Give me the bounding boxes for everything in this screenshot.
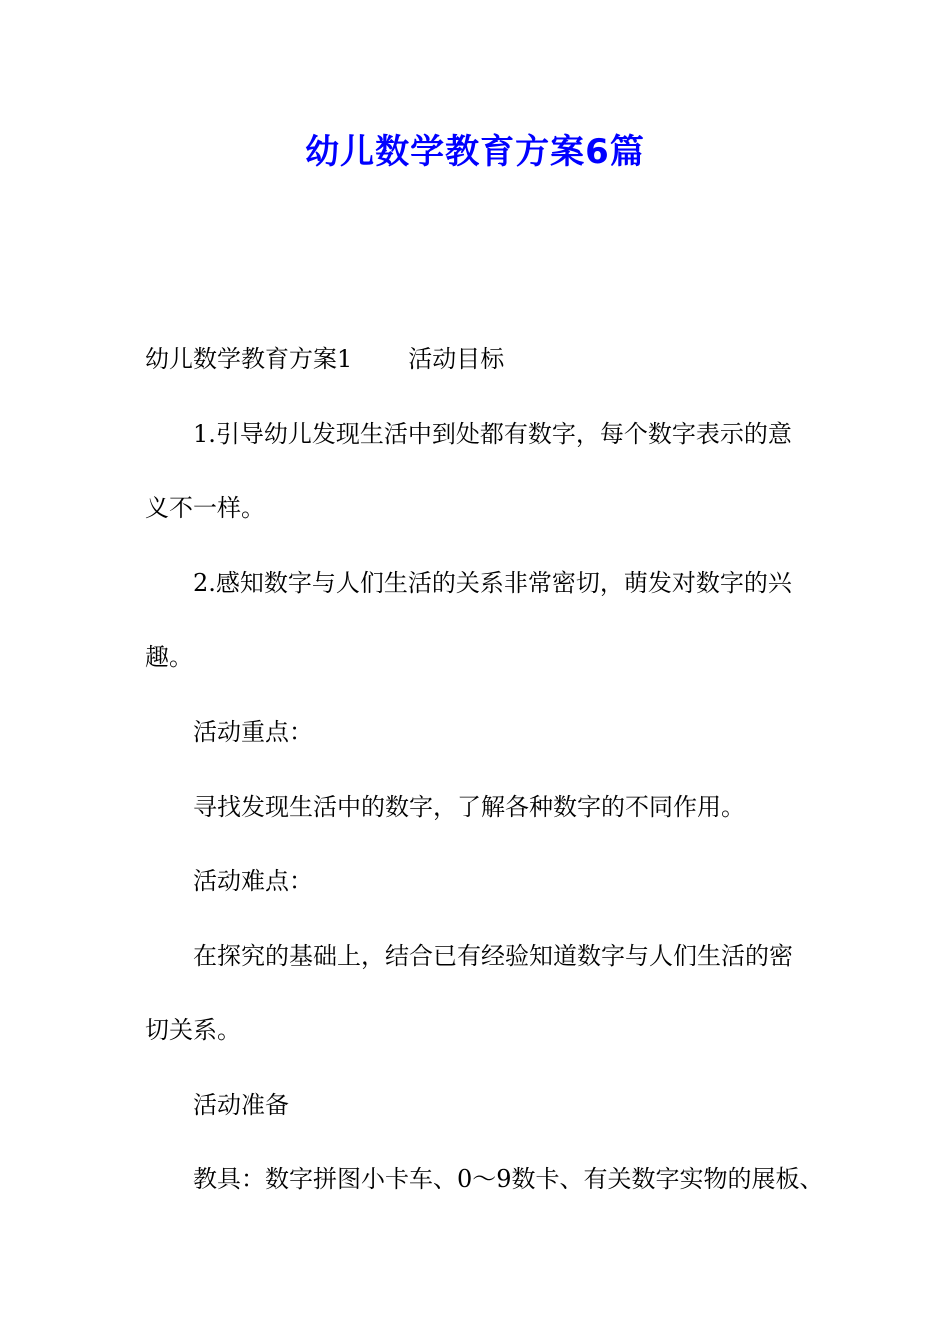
- paragraph-line: 2.感知数字与人们生活的关系非常密切，萌发对数字的兴: [193, 569, 792, 597]
- paragraph-line: 义不一样。: [145, 494, 265, 522]
- section-subheading: 活动目标: [408, 345, 505, 373]
- paragraph-line: 在探究的基础上，结合已有经验知道数字与人们生活的密: [193, 942, 793, 970]
- paragraph-line: 1.引导幼儿发现生活中到处都有数字，每个数字表示的意: [193, 420, 792, 448]
- paragraph-heading: 活动难点：: [193, 867, 313, 895]
- section-heading-line: [145, 343, 504, 375]
- paragraph-heading: 活动准备: [193, 1091, 289, 1119]
- paragraph-line: 寻找发现生活中的数字，了解各种数字的不同作用。: [193, 793, 745, 821]
- section-heading: 幼儿数学教育方案1: [145, 345, 353, 373]
- paragraph-line: 趣。: [145, 643, 193, 671]
- page-title: 幼儿数学教育方案6篇: [305, 132, 645, 172]
- paragraph-line: 教具：数字拼图小卡车、0～9数卡、有关数字实物的展板、: [193, 1165, 824, 1193]
- paragraph-heading: 活动重点：: [193, 718, 313, 746]
- paragraph-line: 切关系。: [145, 1016, 241, 1044]
